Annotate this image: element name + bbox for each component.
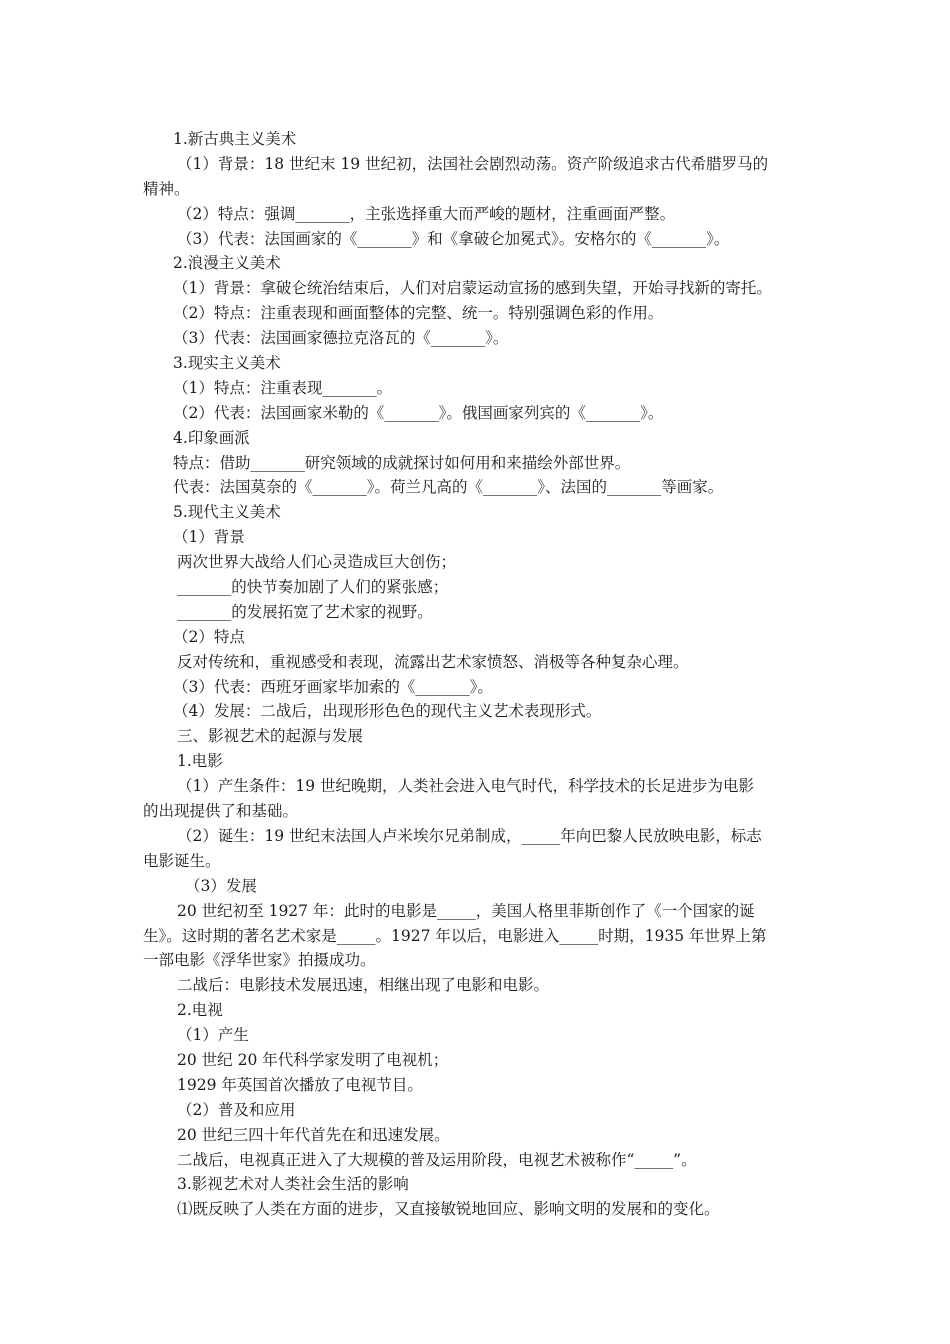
text-line: 二战后：电影技术发展迅速，相继出现了电影和电影。	[177, 976, 550, 995]
text-line: （1）产生条件：19 世纪晚期，人类社会进入电气时代，科学技术的长足进步为电影	[177, 777, 755, 796]
section-heading-realism: 3.现实主义美术	[173, 354, 281, 373]
text-line: （2）普及和应用	[177, 1100, 296, 1119]
text-line: （3）代表：西班牙画家毕加索的《_______》。	[173, 677, 493, 696]
section-heading-romanticism: 2.浪漫主义美术	[173, 254, 281, 273]
text-line: 的出现提供了和基础。	[143, 802, 299, 821]
text-line: （2）特点	[173, 627, 245, 646]
text-line: 一部电影《浮华世家》拍摄成功。	[143, 951, 376, 970]
text-line: 精神。	[143, 179, 190, 198]
text-line: 1929 年英国首次播放了电视节目。	[177, 1075, 423, 1094]
section-heading-film-tv: 三、影视艺术的起源与发展	[177, 727, 364, 746]
text-line: （1）背景：18 世纪末 19 世纪初，法国社会剧烈动荡。资产阶级追求古代希腊罗马的	[177, 154, 769, 173]
text-line: 电影诞生。	[143, 851, 221, 870]
section-heading-modernism: 5.现代主义美术	[173, 503, 281, 522]
text-line: 20 世纪初至 1927 年：此时的电影是_____，美国人格里菲斯创作了《一个国家的诞	[177, 901, 755, 920]
text-line: （2）代表：法国画家米勒的《_______》。俄国画家列宾的《_______》。	[173, 403, 664, 422]
text-line: _______的快节奏加剧了人们的紧张感；	[177, 578, 449, 597]
text-line: 特点：借助_______研究领域的成就探讨如何用和来描绘外部世界。	[173, 453, 631, 472]
text-line: 代表：法国莫奈的《_______》。荷兰凡高的《_______》、法国的_______等画家。	[173, 478, 724, 497]
text-line: （1）产生	[177, 1026, 249, 1045]
text-line: 两次世界大战给人们心灵造成巨大创伤；	[177, 553, 457, 572]
section-heading-impact: 3.影视艺术对人类社会生活的影响	[177, 1175, 409, 1194]
text-line: （2）诞生：19 世纪末法国人卢米埃尔兄弟制成，_____年向巴黎人民放映电影，标志	[177, 826, 762, 845]
text-line: 20 世纪 20 年代科学家发明了电视机；	[177, 1050, 449, 1069]
document-body	[143, 127, 813, 1222]
text-line: 二战后，电视真正进入了大规模的普及运用阶段，电视艺术被称作“_____”。	[177, 1150, 697, 1169]
section-heading-tv: 2.电视	[177, 1001, 223, 1020]
text-line: 反对传统和，重视感受和表现，流露出艺术家愤怒、消极等各种复杂心理。	[177, 652, 689, 671]
text-line: （1）背景：拿破仑统治结束后，人们对启蒙运动宣扬的感到失望，开始寻找新的寄托。	[173, 279, 772, 298]
section-heading-film: 1.电影	[177, 752, 223, 771]
text-line: （3）代表：法国画家德拉克洛瓦的《_______》。	[173, 329, 509, 348]
text-line: （3）发展	[185, 876, 257, 895]
text-line: 20 世纪三四十年代首先在和迅速发展。	[177, 1125, 450, 1144]
text-line: （4）发展：二战后，出现形形色色的现代主义艺术表现形式。	[173, 702, 602, 721]
text-line: 生》。这时期的著名艺术家是_____。1927 年以后，电影进入_____时期，1935 年世界上第	[143, 926, 767, 945]
text-line: （1）背景	[173, 528, 245, 547]
text-line: _______的发展拓宽了艺术家的视野。	[177, 602, 433, 621]
text-line: ⑴既反映了人类在方面的进步，又直接敏锐地回应、影响文明的发展和的变化。	[177, 1200, 720, 1219]
text-line: （2）特点：强调_______，主张选择重大而严峻的题材，注重画面严整。	[177, 204, 676, 223]
text-line: （2）特点：注重表现和画面整体的完整、统一。特别强调色彩的作用。	[173, 304, 664, 323]
text-line: （3）代表：法国画家的《_______》和《拿破仑加冕式》。安格尔的《_______》。	[177, 229, 730, 248]
text-line: （1）特点：注重表现_______。	[173, 378, 393, 397]
section-heading-neoclassical: 1.新古典主义美术	[173, 130, 297, 148]
section-heading-impressionism: 4.印象画派	[173, 428, 250, 447]
